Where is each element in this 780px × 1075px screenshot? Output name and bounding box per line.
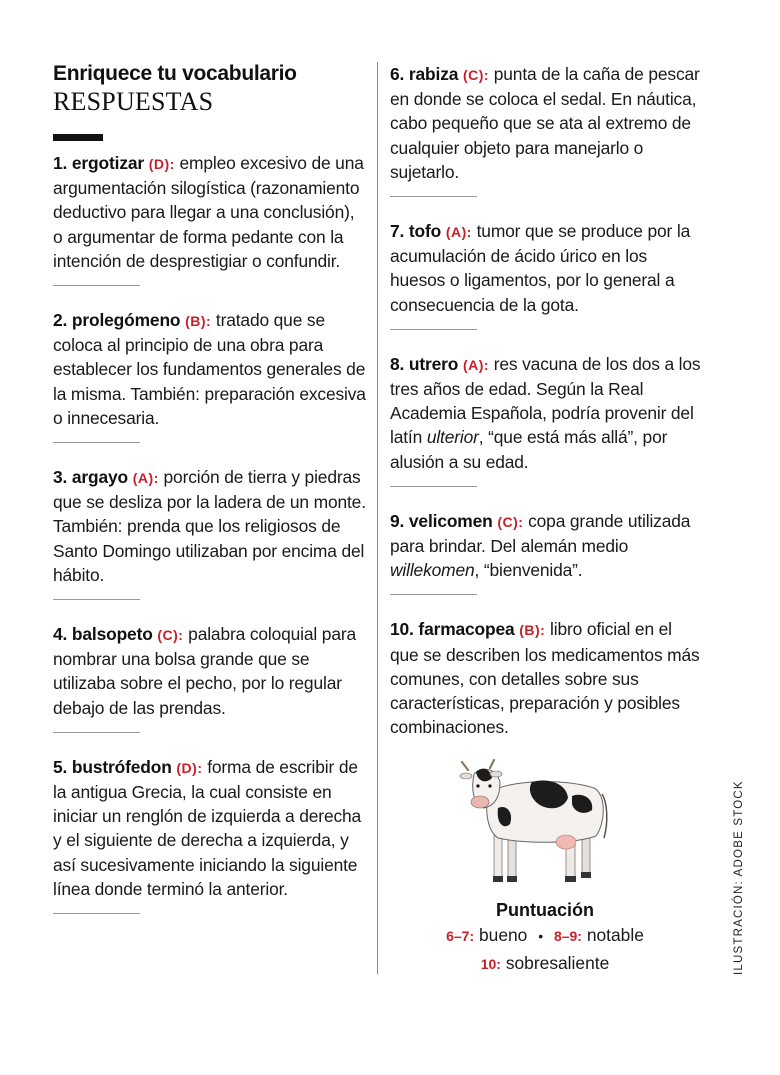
entry-divider (390, 594, 477, 595)
entry-definition-end: , “que está más allá”, por alusión a su edad. (390, 427, 668, 472)
score-range-key: 10: (480, 956, 501, 972)
entry-definition: res vacuna de los dos a los tres años de edad. Según la Real Academia Española, podría provenir del latín (390, 353, 701, 448)
entry-definition: libro oficial en el que se describen los medicamentos más comunes, con detalles sobre sus características, preparación y posibles combinaciones. (390, 619, 700, 738)
column-divider (377, 62, 378, 974)
entry-number: 7. (390, 221, 405, 242)
answer-entry-6 (390, 62, 705, 184)
answer-entry-10 (390, 617, 705, 739)
scoring-line-1 (400, 922, 690, 950)
entry-number: 2. (53, 310, 68, 331)
entry-german-word: willekomen (390, 560, 475, 581)
entry-divider (53, 913, 140, 914)
entry-option: (C): (157, 627, 184, 644)
answer-entry-5 (53, 755, 368, 901)
entry-option: (D): (176, 759, 203, 776)
answer-entry-3 (53, 465, 368, 587)
illustration-credit: ILUSTRACIÓN: ADOBE STOCK (733, 780, 745, 975)
entry-number: 10. (390, 619, 414, 640)
cow-illustration (454, 752, 614, 892)
entry-option: (A): (445, 224, 472, 241)
answer-entry-4 (53, 622, 368, 720)
entry-number: 4. (53, 624, 68, 645)
entry-option: (B): (185, 313, 212, 330)
entry-number: 9. (390, 510, 405, 531)
scoring-title: Puntuación (496, 900, 594, 920)
score-range-label: notable (586, 925, 644, 945)
entry-definition: tumor que se produce por la acumulación de ácido úrico en los huesos o ligamentos, por lo general a consecuencia de la gota. (390, 221, 691, 315)
entry-number: 1. (53, 153, 68, 173)
entry-definition: punta de la caña de pescar en donde se coloca el sedal. En náutica, cabo pequeño que se ata al extremo de cualquier objeto para manejarlo o sujetarlo. (390, 64, 700, 182)
entry-term: bustrófedon (71, 756, 172, 777)
bullet-separator: • (538, 928, 544, 944)
scoring-block (400, 898, 690, 978)
page-subtitle: RESPUESTAS (53, 87, 214, 116)
entry-definition: palabra coloquial para nombrar una bolsa grande que se utilizaba sobre el pecho, por lo regular debajo de las prendas. (53, 624, 357, 718)
entry-divider (53, 732, 140, 733)
heading-bar (53, 134, 103, 141)
entry-term: argayo (71, 467, 129, 488)
entry-number: 3. (53, 467, 68, 488)
answer-entry-7 (390, 219, 705, 317)
entry-divider (53, 285, 140, 286)
entry-definition: empleo excesivo de una argumentación silogística (razonamiento deductivo para llegar a una conclusión), o argumentar de forma pedante con la intención de desprestigiar o confundir. (53, 153, 364, 271)
answer-entry-1 (53, 151, 368, 273)
entry-number: 6. (390, 64, 405, 84)
left-column (53, 62, 368, 936)
entry-option: (C): (497, 513, 524, 530)
entry-divider (390, 196, 477, 197)
score-range-key: 8–9: (553, 928, 582, 944)
entry-term: farmacopea (418, 619, 515, 640)
entry-option: (D): (148, 156, 175, 172)
entry-option: (A): (462, 356, 490, 373)
page-title: Enriquece tu vocabulario (53, 62, 297, 85)
entry-definition-end: , “bienvenida”. (474, 560, 583, 581)
answer-entry-8 (390, 352, 705, 474)
entry-divider (390, 486, 477, 487)
entry-option: (B): (519, 622, 546, 639)
entry-latin-word: ulterior (426, 427, 479, 448)
answer-entry-9 (390, 509, 705, 583)
scoring-line-2 (400, 950, 690, 978)
entry-term: ergotizar (71, 153, 144, 173)
entry-definition: copa grande utilizada para brindar. Del alemán medio (390, 510, 691, 557)
entry-definition: porción de tierra y piedras que se desliza por la ladera de un monte. También: prenda que los religiosos de Santo Domingo utilizaban por encima del hábito. (53, 467, 366, 585)
entry-divider (53, 442, 140, 443)
entry-term: prolegómeno (71, 310, 181, 331)
right-column (390, 62, 705, 739)
entry-divider (390, 329, 477, 330)
entry-term: tofo (408, 221, 442, 242)
entry-term: utrero (408, 353, 459, 374)
entry-option: (A): (132, 470, 159, 487)
answer-entry-2 (53, 308, 368, 430)
entry-term: rabiza (408, 64, 459, 84)
entry-number: 8. (390, 353, 405, 374)
entry-definition: forma de escribir de la antigua Grecia, la cual consiste en iniciar un renglón de izquierda a derecha y el siguiente de derecha a izquierda, y así sucesivamente iniciando la siguiente línea donde terminó la anterior. (53, 756, 362, 899)
entry-definition: tratado que se coloca al principio de una obra para establecer los fundamentos generales de la misma. También: preparación excesiva o innecesaria. (53, 310, 366, 428)
entry-divider (53, 599, 140, 600)
entry-term: balsopeto (71, 624, 153, 645)
entry-term: velicomen (408, 510, 493, 531)
score-range-label: sobresaliente (505, 953, 610, 973)
score-range-key: 6–7: (446, 928, 475, 944)
entry-number: 5. (53, 756, 68, 777)
score-range-label: bueno (478, 925, 528, 945)
entry-option: (C): (462, 67, 490, 83)
